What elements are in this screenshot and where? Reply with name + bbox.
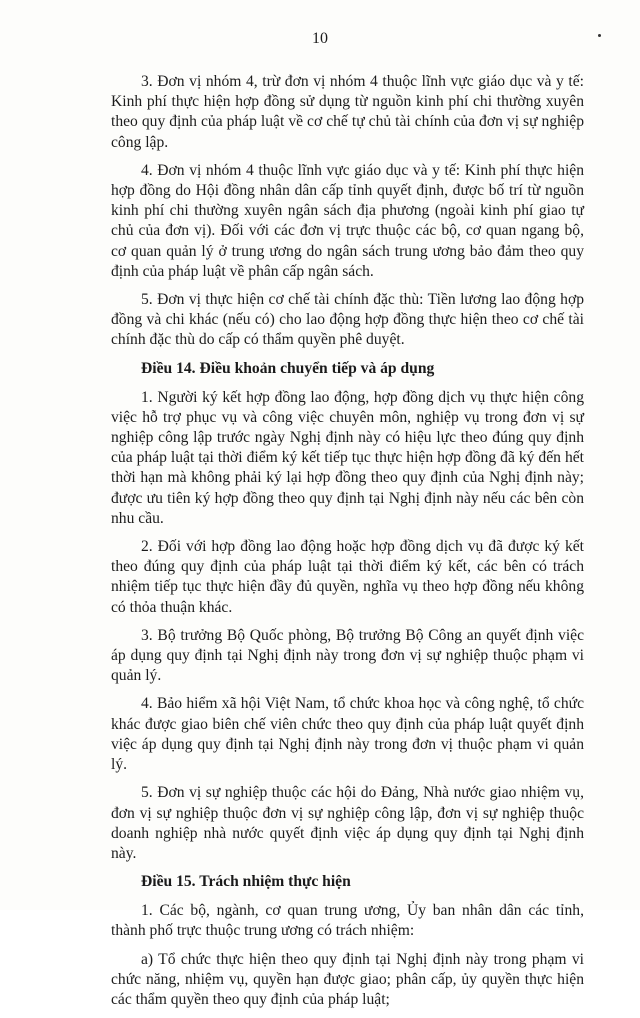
article-15-heading: Điều 15. Trách nhiệm thực hiện [141, 873, 351, 891]
document-body [111, 72, 584, 1018]
paragraph-13-4: 4. Đơn vị nhóm 4 thuộc lĩnh vực giáo dục và y tế: Kinh phí thực hiện hợp đồng do Hội đồng nhân dân cấp tỉnh quyết định, được bố trí từ nguồn kinh phí chi thường xuyên ngân sách địa phương (ngoài kinh phí giao tự chủ của đơn vị). Đối với các đơn vị trực thuộc các bộ, cơ quan ngang bộ, cơ quan quản lý ở trung ương do ngân sách trung ương bảo đảm theo quy định của pháp luật về phân cấp ngân sách. [111, 161, 584, 280]
article-14-heading: Điều 14. Điều khoản chuyển tiếp và áp dụng [141, 359, 435, 377]
page-number: 10 [312, 30, 328, 47]
paragraph-14-2: 2. Đối với hợp đồng lao động hoặc hợp đồng dịch vụ đã được ký kết theo đúng quy định của pháp luật tại thời điểm ký kết, các bên có trách nhiệm tiếp tục thực hiện đầy đủ quyền, nghĩa vụ theo hợp đồng nếu không có thỏa thuận khác. [111, 538, 584, 616]
paragraph-13-5: 5. Đơn vị thực hiện cơ chế tài chính đặc thù: Tiền lương lao động hợp đồng và chi khác (nếu có) cho lao động hợp đồng thực hiện theo cơ chế tài chính đặc thù do cấp có thẩm quyền phê duyệt. [111, 291, 584, 349]
paragraph-15-1-a: a) Tổ chức thực hiện theo quy định tại Nghị định này trong phạm vi chức năng, nhiệm vụ, quyền hạn được giao; phân cấp, ủy quyền thực hiện các thẩm quyền theo quy định của pháp luật; [111, 950, 584, 1008]
paragraph-14-4: 4. Bảo hiểm xã hội Việt Nam, tổ chức khoa học và công nghệ, tổ chức khác được giao biên chế viên chức theo quy định của pháp luật quyết định việc áp dụng quy định tại Nghị định này trong đơn vị thuộc phạm vi quản lý. [111, 695, 584, 774]
paragraph-14-1: 1. Người ký kết hợp đồng lao động, hợp đồng dịch vụ thực hiện công việc hỗ trợ phục vụ và công việc chuyên môn, nghiệp vụ trong đơn vị sự nghiệp công lập trước ngày Nghị định này có hiệu lực theo đúng quy định của pháp luật tại thời điểm ký kết tiếp tục thực hiện hợp đồng đã ký đến hết thời hạn mà không phải ký lại hợp đồng theo quy định của Nghị định này; được ưu tiên ký hợp đồng theo quy định tại Nghị định này nếu các bên còn nhu cầu. [111, 388, 584, 527]
paragraph-15-1: 1. Các bộ, ngành, cơ quan trung ương, Ủy ban nhân dân các tỉnh, thành phố trực thuộc trung ương có trách nhiệm: [111, 902, 584, 940]
scan-speck [598, 34, 601, 37]
paragraph-13-3: 3. Đơn vị nhóm 4, trừ đơn vị nhóm 4 thuộc lĩnh vực giáo dục và y tế: Kinh phí thực hiện hợp đồng sử dụng từ nguồn kinh phí chi thường xuyên theo quy định của pháp luật về cơ chế tự chủ tài chính của đơn vị sự nghiệp công lập. [111, 73, 584, 151]
paragraph-14-3: 3. Bộ trưởng Bộ Quốc phòng, Bộ trưởng Bộ Công an quyết định việc áp dụng quy định tại Nghị định này trong đơn vị sự nghiệp thuộc phạm vi quản lý. [111, 626, 584, 685]
paragraph-14-5: 5. Đơn vị sự nghiệp thuộc các hội do Đảng, Nhà nước giao nhiệm vụ, đơn vị sự nghiệp thuộc đơn vị sự nghiệp công lập, đơn vị sự nghiệp thuộc doanh nghiệp nhà nước quyết định việc áp dụng quy định tại Nghị định này. [111, 784, 584, 862]
